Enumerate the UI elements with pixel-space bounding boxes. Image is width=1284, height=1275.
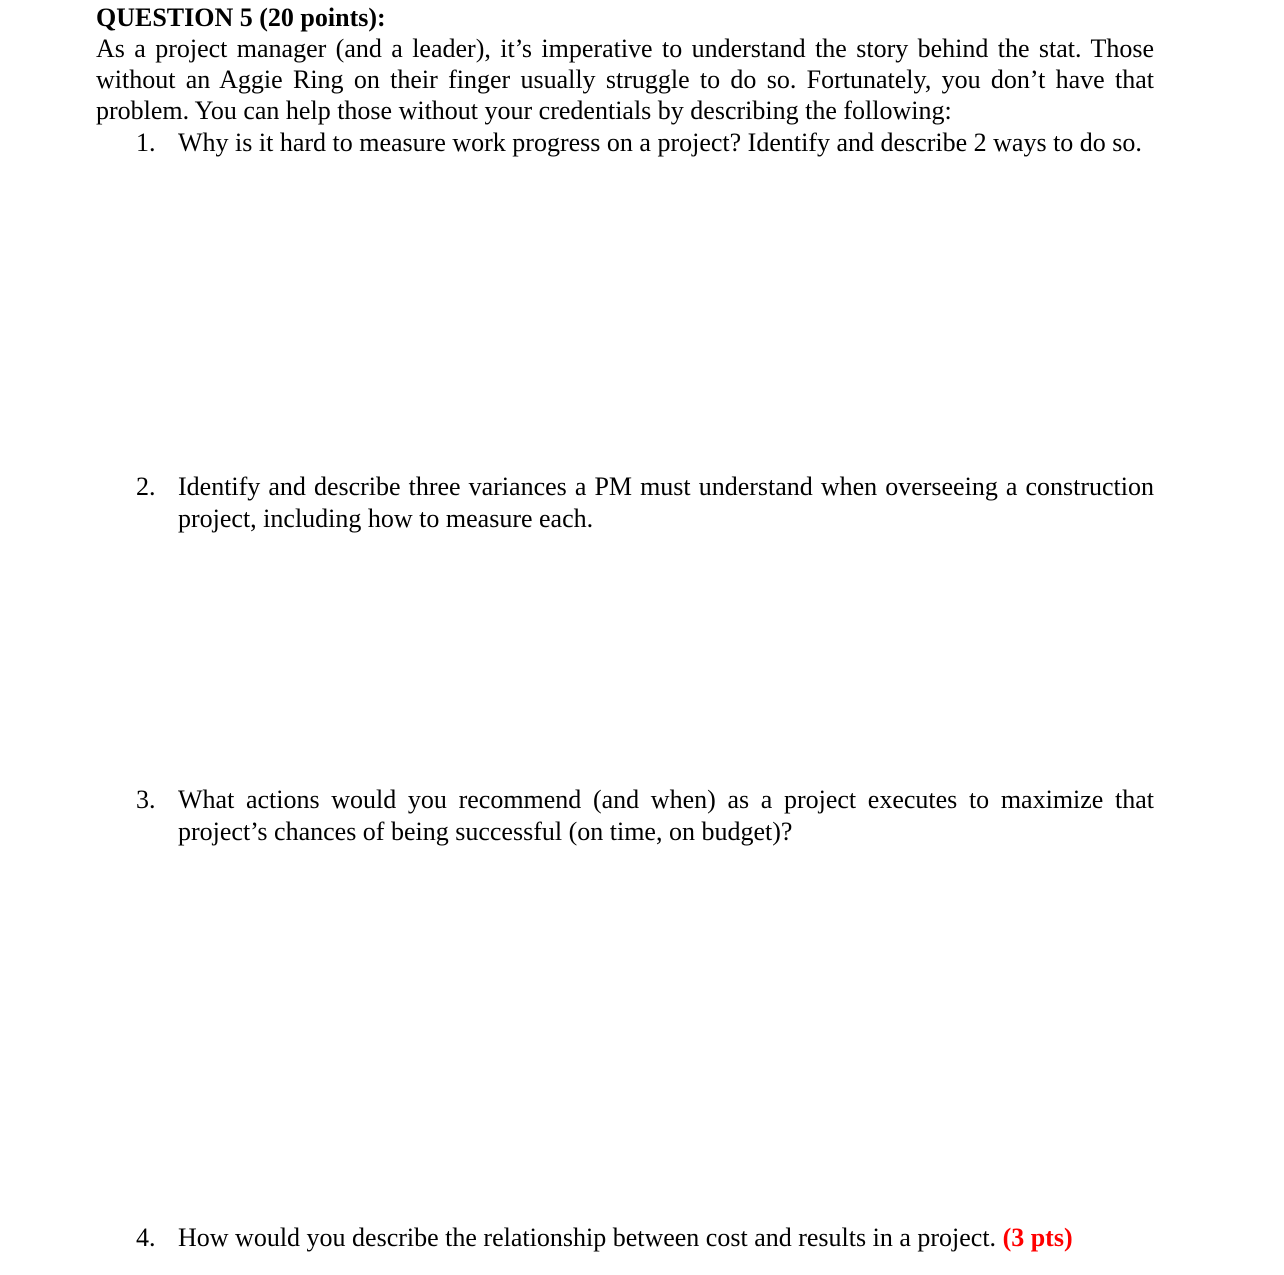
intro-paragraph: As a project manager (and a leader), it’s imperative to understand the story behind the stat. Those without an Aggie Ring on their finger usually struggle to do so. Fortunately, you don’t have that problem. You can help those without your credentials by describing the following: <box>96 34 1154 125</box>
question-text: How would you describe the relationship between cost and results in a project. <box>178 1223 997 1252</box>
question-number: 3. <box>136 785 156 814</box>
question-heading: QUESTION 5 (20 points): <box>96 3 386 32</box>
question-text: What actions would you recommend (and when) as a project executes to maximize that project’s chances of being successful (on time, on budget)? <box>178 785 1154 846</box>
question-item-1 <box>136 127 1154 159</box>
points-label: (3 pts) <box>1002 1223 1073 1252</box>
question-item-3 <box>136 784 1154 848</box>
question-number: 2. <box>136 472 156 501</box>
question-number: 4. <box>136 1223 156 1252</box>
question-text-wrapper <box>178 1222 1154 1254</box>
question-item-2 <box>136 471 1154 535</box>
question-text: Why is it hard to measure work progress on a project? Identify and describe 2 ways to do so. <box>178 128 1142 157</box>
question-item-4 <box>136 1222 1154 1254</box>
question-number: 1. <box>136 128 156 157</box>
question-text: Identify and describe three variances a PM must understand when overseeing a construction project, including how to measure each. <box>178 472 1154 533</box>
